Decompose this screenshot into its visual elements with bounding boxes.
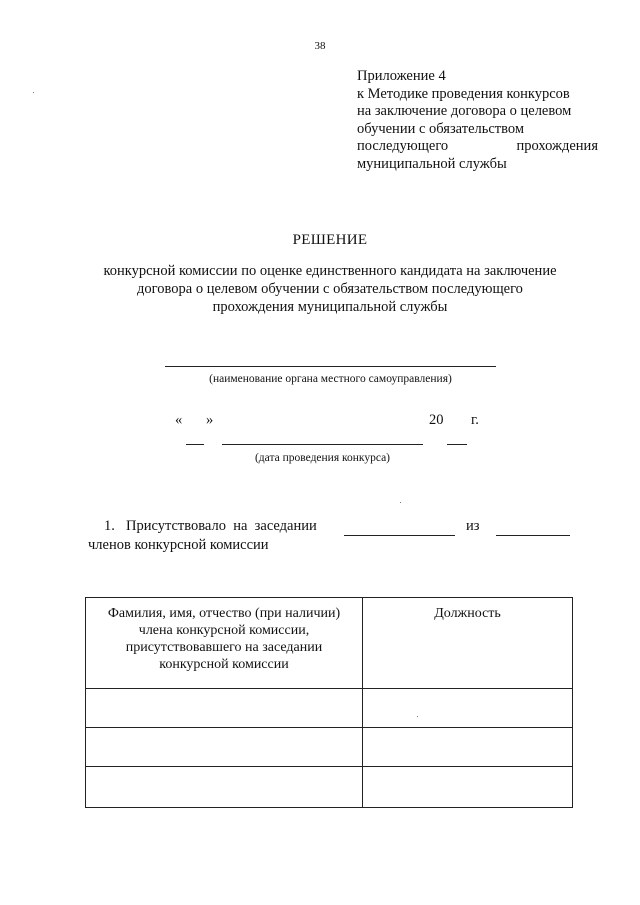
item1-of: из xyxy=(466,518,480,534)
appendix-line: Приложение 4 xyxy=(357,68,446,84)
date-caption: (дата проведения конкурса) xyxy=(254,452,391,464)
table-cell-name[interactable] xyxy=(86,689,362,727)
subtitle-line: договора о целевом обучении с обязательством последующего xyxy=(137,281,523,297)
date-year-line[interactable] xyxy=(447,444,467,445)
appendix-word: прохождения xyxy=(516,138,598,154)
authority-caption: (наименование органа местного самоуправления) xyxy=(209,373,452,385)
table-cell-name[interactable] xyxy=(86,728,362,766)
table-cell-position[interactable] xyxy=(363,728,572,766)
appendix-line: к Методике проведения конкурсов xyxy=(357,85,570,102)
date-year-suffix: г. xyxy=(471,412,479,428)
appendix-line: на заключение договора о целевом xyxy=(357,103,572,119)
subtitle-line: прохождения муниципальной службы xyxy=(212,299,448,315)
document-subtitle xyxy=(60,262,600,316)
table-header-name xyxy=(86,605,362,673)
authority-fill-line[interactable] xyxy=(165,366,496,367)
attendees-table xyxy=(85,597,573,808)
scan-speck xyxy=(400,502,401,503)
item1-text: Присутствовало на заседании xyxy=(126,518,317,534)
document-title: РЕШЕНИЕ xyxy=(292,232,368,248)
date-quote-open: « xyxy=(175,412,183,428)
attendees-count-line[interactable] xyxy=(344,535,455,536)
date-year-prefix: 20 xyxy=(429,412,444,428)
table-header-position: Должность xyxy=(434,606,501,621)
header-line: Фамилия, имя, отчество (при наличии) xyxy=(107,606,341,621)
page-number: 38 xyxy=(314,40,326,52)
item1-line2: членов конкурсной комиссии xyxy=(88,537,269,553)
appendix-word: последующего xyxy=(357,138,449,154)
scan-speck xyxy=(417,716,418,717)
appendix-line: муниципальной службы xyxy=(357,155,507,172)
item1-number: 1. xyxy=(104,518,115,534)
header-line: присутствовавшего на заседании xyxy=(125,640,323,655)
appendix-note xyxy=(357,68,598,173)
table-cell-position[interactable] xyxy=(363,767,572,806)
scan-speck xyxy=(33,92,34,93)
header-line: члена конкурсной комиссии, xyxy=(138,623,310,638)
header-line: конкурсной комиссии xyxy=(159,657,289,672)
appendix-justified-line xyxy=(357,138,598,156)
members-total-line[interactable] xyxy=(496,535,570,536)
date-quote-close: » xyxy=(206,412,214,428)
date-day-line[interactable] xyxy=(186,444,204,445)
date-month-line[interactable] xyxy=(222,444,423,445)
table-cell-position[interactable] xyxy=(363,689,572,727)
subtitle-line: конкурсной комиссии по оценке единственного кандидата на заключение xyxy=(103,263,557,279)
table-cell-name[interactable] xyxy=(86,767,362,806)
appendix-line: обучении с обязательством xyxy=(357,120,525,137)
